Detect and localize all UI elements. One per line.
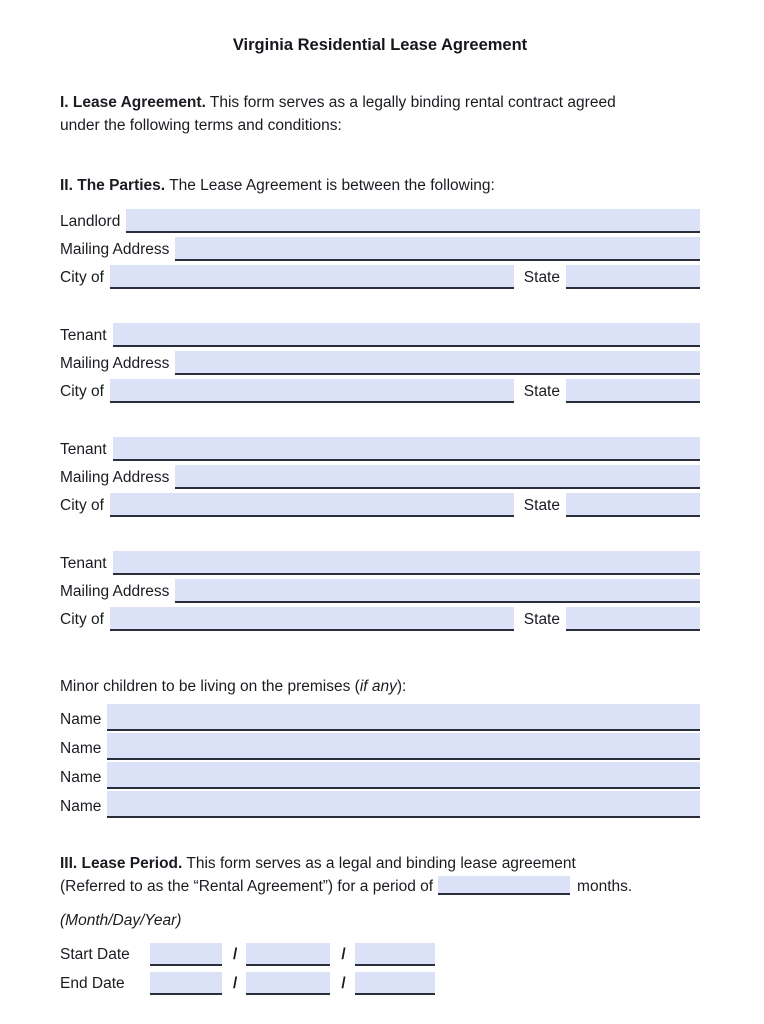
landlord-state-label: State (523, 269, 560, 286)
child-name-label-2: Name (60, 740, 102, 757)
tenant3-city-field[interactable] (110, 607, 514, 631)
section-3-months-label: months. (577, 878, 633, 895)
start-date-slash-2: / (341, 946, 346, 963)
child-name-row-3 (60, 760, 700, 789)
date-format-note (60, 909, 700, 932)
tenant2-state-field[interactable] (566, 493, 700, 517)
child-name-label-1: Name (60, 711, 102, 728)
child-name-label-4: Name (60, 798, 102, 815)
tenant3-name-row (60, 547, 700, 575)
minor-children-block (60, 702, 700, 818)
child-name-row-1 (60, 702, 700, 731)
child-name-row-2 (60, 731, 700, 760)
start-date-month-field[interactable] (150, 943, 222, 966)
landlord-city-label: City of (60, 269, 104, 286)
minor-children-text-prefix: Minor children to be living on the premises ( (60, 678, 360, 695)
section-3-heading: III. Lease Period. (60, 855, 183, 872)
tenant1-city-label: City of (60, 383, 104, 400)
end-date-month-field[interactable] (150, 972, 222, 995)
end-date-year-field[interactable] (355, 972, 435, 995)
landlord-label: Landlord (60, 213, 121, 230)
tenant2-name-row (60, 433, 700, 461)
tenant3-mailing-row (60, 575, 700, 603)
landlord-city-field[interactable] (110, 265, 514, 289)
landlord-name-field[interactable] (126, 209, 700, 233)
landlord-mailing-label: Mailing Address (60, 241, 170, 258)
tenant-block-2 (60, 433, 700, 517)
child-name-row-4 (60, 789, 700, 818)
tenant2-city-label: City of (60, 497, 104, 514)
start-date-year-field[interactable] (355, 943, 435, 966)
child-name-field-4[interactable] (107, 791, 700, 818)
start-date-day-field[interactable] (246, 943, 330, 966)
tenant1-label: Tenant (60, 327, 107, 344)
tenant3-mailing-address-field[interactable] (175, 579, 700, 603)
end-date-day-field[interactable] (246, 972, 330, 995)
section-1-text-line2: under the following terms and conditions: (60, 117, 342, 134)
start-date-row (60, 937, 700, 966)
start-date-label: Start Date (60, 946, 130, 963)
tenant1-state-label: State (523, 383, 560, 400)
section-2-heading: II. The Parties. (60, 177, 166, 194)
tenant2-mailing-row (60, 461, 700, 489)
page-title: Virginia Residential Lease Agreement (232, 36, 528, 54)
landlord-mailing-address-field[interactable] (175, 237, 700, 261)
tenant1-mailing-label: Mailing Address (60, 355, 170, 372)
tenant1-city-state-row (60, 375, 700, 403)
tenant2-state-label: State (523, 497, 560, 514)
landlord-mailing-row (60, 233, 700, 261)
tenant3-city-state-row (60, 603, 700, 631)
tenant1-name-row (60, 319, 700, 347)
minor-children-intro (60, 675, 700, 698)
section-lease-period (60, 852, 700, 898)
section-1-text-line1: This form serves as a legally binding rental contract agreed (205, 94, 616, 111)
tenant2-mailing-address-field[interactable] (175, 465, 700, 489)
tenant1-state-field[interactable] (566, 379, 700, 403)
section-3-text-line1: This form serves as a legal and binding lease agreement (182, 855, 576, 872)
tenant2-city-field[interactable] (110, 493, 514, 517)
lease-period-months-field[interactable] (438, 876, 570, 895)
section-2-text: The Lease Agreement is between the following: (165, 177, 495, 194)
tenant3-name-field[interactable] (113, 551, 700, 575)
tenant1-mailing-row (60, 347, 700, 375)
tenant3-state-field[interactable] (566, 607, 700, 631)
tenant-block-1 (60, 319, 700, 403)
tenant1-mailing-address-field[interactable] (175, 351, 700, 375)
child-name-field-1[interactable] (107, 704, 700, 731)
tenant3-city-label: City of (60, 611, 104, 628)
minor-children-if-any: if any (359, 678, 397, 695)
start-date-slash-1: / (233, 946, 238, 963)
child-name-label-3: Name (60, 769, 102, 786)
landlord-block (60, 205, 700, 289)
end-date-slash-1: / (233, 975, 238, 992)
section-parties-heading (60, 174, 700, 197)
tenant1-city-field[interactable] (110, 379, 514, 403)
tenant2-label: Tenant (60, 441, 107, 458)
date-format-text: (Month/Day/Year) (60, 912, 182, 929)
landlord-state-field[interactable] (566, 265, 700, 289)
tenant2-city-state-row (60, 489, 700, 517)
section-1-heading: I. Lease Agreement. (60, 94, 206, 111)
landlord-name-row (60, 205, 700, 233)
tenant1-name-field[interactable] (113, 323, 700, 347)
tenant3-label: Tenant (60, 555, 107, 572)
section-lease-agreement (60, 91, 700, 137)
tenant2-mailing-label: Mailing Address (60, 469, 170, 486)
minor-children-text-suffix: ): (396, 678, 407, 695)
end-date-row (60, 966, 700, 995)
end-date-label: End Date (60, 975, 125, 992)
end-date-slash-2: / (341, 975, 346, 992)
tenant3-mailing-label: Mailing Address (60, 583, 170, 600)
child-name-field-3[interactable] (107, 762, 700, 789)
tenant-block-3 (60, 547, 700, 631)
landlord-city-state-row (60, 261, 700, 289)
tenant2-name-field[interactable] (113, 437, 700, 461)
section-3-text-line2: (Referred to as the “Rental Agreement”) for a period of (60, 878, 434, 895)
tenant3-state-label: State (523, 611, 560, 628)
child-name-field-2[interactable] (107, 733, 700, 760)
